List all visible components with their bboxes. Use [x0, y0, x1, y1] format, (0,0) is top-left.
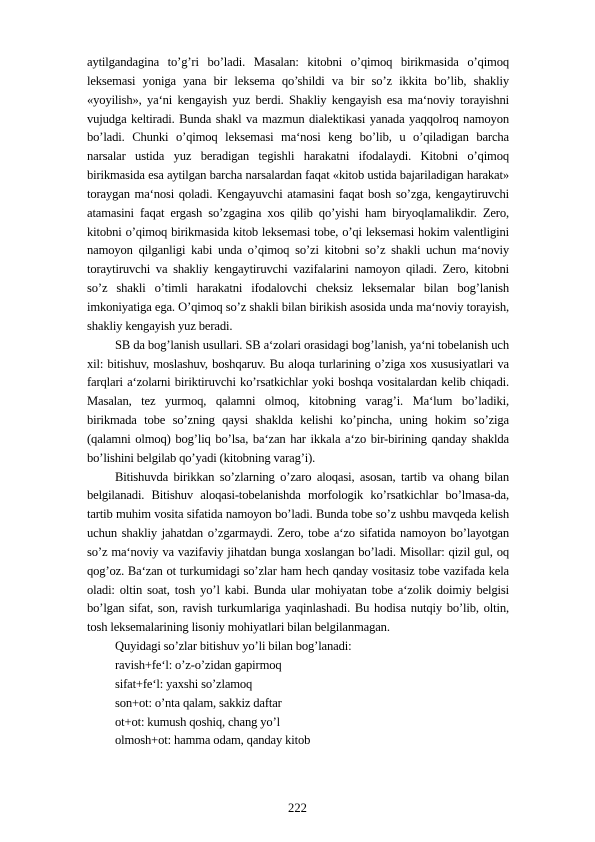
list-item: son+ot: o’nta qalam, sakkiz daftar	[115, 695, 282, 710]
list-item: ravish+fe‘l: o’z-o’zidan gapirmoq	[115, 658, 282, 672]
paragraph-bitishuv: Bitishuvda birikkan so’zlarning o’zaro aloqasi, asosan, tartib va ohang bilan belgilanadi. Bitishuv aloqasi-tobelanishda morfologik ko’rsatkichlar bo’lmasa-da, tartib muhim vosita sifatida namoyon bo’ladi. Bunda tobe so’z ushbu mavqeda kelish uchun shakliy jahatdan o’zgarmaydi. Zero, tobe a‘zo sifatida namoyon bo’layotgan so’z ma‘noviy va vazifaviy jihatdan bunga xoslangan bo’ladi. Misollar: qizil gul, oq qog’oz. Ba‘zan ot turkumidagi so’zlar ham hech qanday vositasiz tobe vazifada kela oladi: oltin soat, tosh yo’l kabi. Bunda ular mohiyatan tobe a‘zolik doimiy belgisi bo’lgan sifat, son, ravish turkumlariga yaqinlashadi. Bu hodisa nutqiy bo’lib, oltin, tosh leksemalarining lisoniy mohiyatlari bilan belgilanmagan.	[87, 469, 509, 635]
body-text	[87, 53, 509, 750]
list-item: sifat+fe‘l: yaxshi so’zlamoq	[115, 676, 253, 691]
paragraph-continuation: aytilgandagina to’g’ri bo’ladi. Masalan: kitobni o’qimoq birikmasida o’qimoq leksemasi yoniga yana bir leksema qo’shildi va bir so’z ikkita bo’lib, shakliy «yoyilish», ya‘ni kengayish yuz berdi. Shakliy kengayish esa ma‘noviy torayishni vujudga keltiradi. Bunda shakl va mazmun dialektikasi yanada yaqqolroq namoyon bo’ladi. Chunki o’qimoq leksemasi ma‘nosi keng bo’lib, u o’qiladigan barcha narsalar ustida yuz beradigan tegishli harakatni ifodalaydi. Kitobni o’qimoq birikmasida esa aytilgan barcha narsalardan faqat «kitob ustida bajariladigan harakat» toraygan ma‘nosi qoladi. Kengayuvchi atamasini faqat bosh so’zga, kengaytiruvchi atamasini faqat ergash so’zgagina xos qilib qo’yishi ham biryoqlamalikdir. Zero, kitobni o’qimoq birikmasida kitob leksemasi tobe, o’qi leksemasi hokim valentligini namoyon qilganligi kabi unda o’qimoq so’zi kitobni so’z shakli uchun ma‘noviy toraytiruvchi va shakliy kengaytiruvchi vazifalarini namoyon qiladi. Zero, kitobni so’z shakli o’timli harakatni ifodalovchi cheksiz leksemalar bilan bog’lanish imkoniyatiga ega. O’qimoq so’z shakli bilan birikish asosida unda ma‘noviy torayish, shakliy kengayish yuz beradi.	[87, 55, 509, 333]
paragraph-connection-methods: SB da bog’lanish usullari. SB a‘zolari orasidagi bog’lanish, ya‘ni tobelanish uch xil: bitishuv, moslashuv, boshqaruv. Bu aloqa turlarining o’ziga xos xususiyatlari va farqlari a‘zolarni biriktiruvchi ko’rsatkichlar yoki boshqa vositalardan kelib chiqadi. Masalan, tez yurmoq, qalamni olmoq, kitobning varag’i. Ma‘lum bo’ladiki, birikmada tobe so’zning qaysi shaklda kelishi ko’pincha, uning hokim so’ziga (qalamni olmoq) bog’liq bo’lsa, ba‘zan har ikkala a‘zo bir-birining qanday shaklda bo’lishini belgilab qo’yadi (kitobning varag’i).	[87, 337, 509, 465]
list-item: ot+ot: kumush qoshiq, chang yo’l	[115, 714, 280, 729]
list-item: olmosh+ot: hamma odam, qanday kitob	[115, 733, 311, 748]
page-number: 222	[288, 801, 307, 815]
list-intro: Quyidagi so’zlar bitishuv yo’li bilan bog’lanadi:	[115, 639, 352, 654]
example-list	[87, 637, 509, 750]
